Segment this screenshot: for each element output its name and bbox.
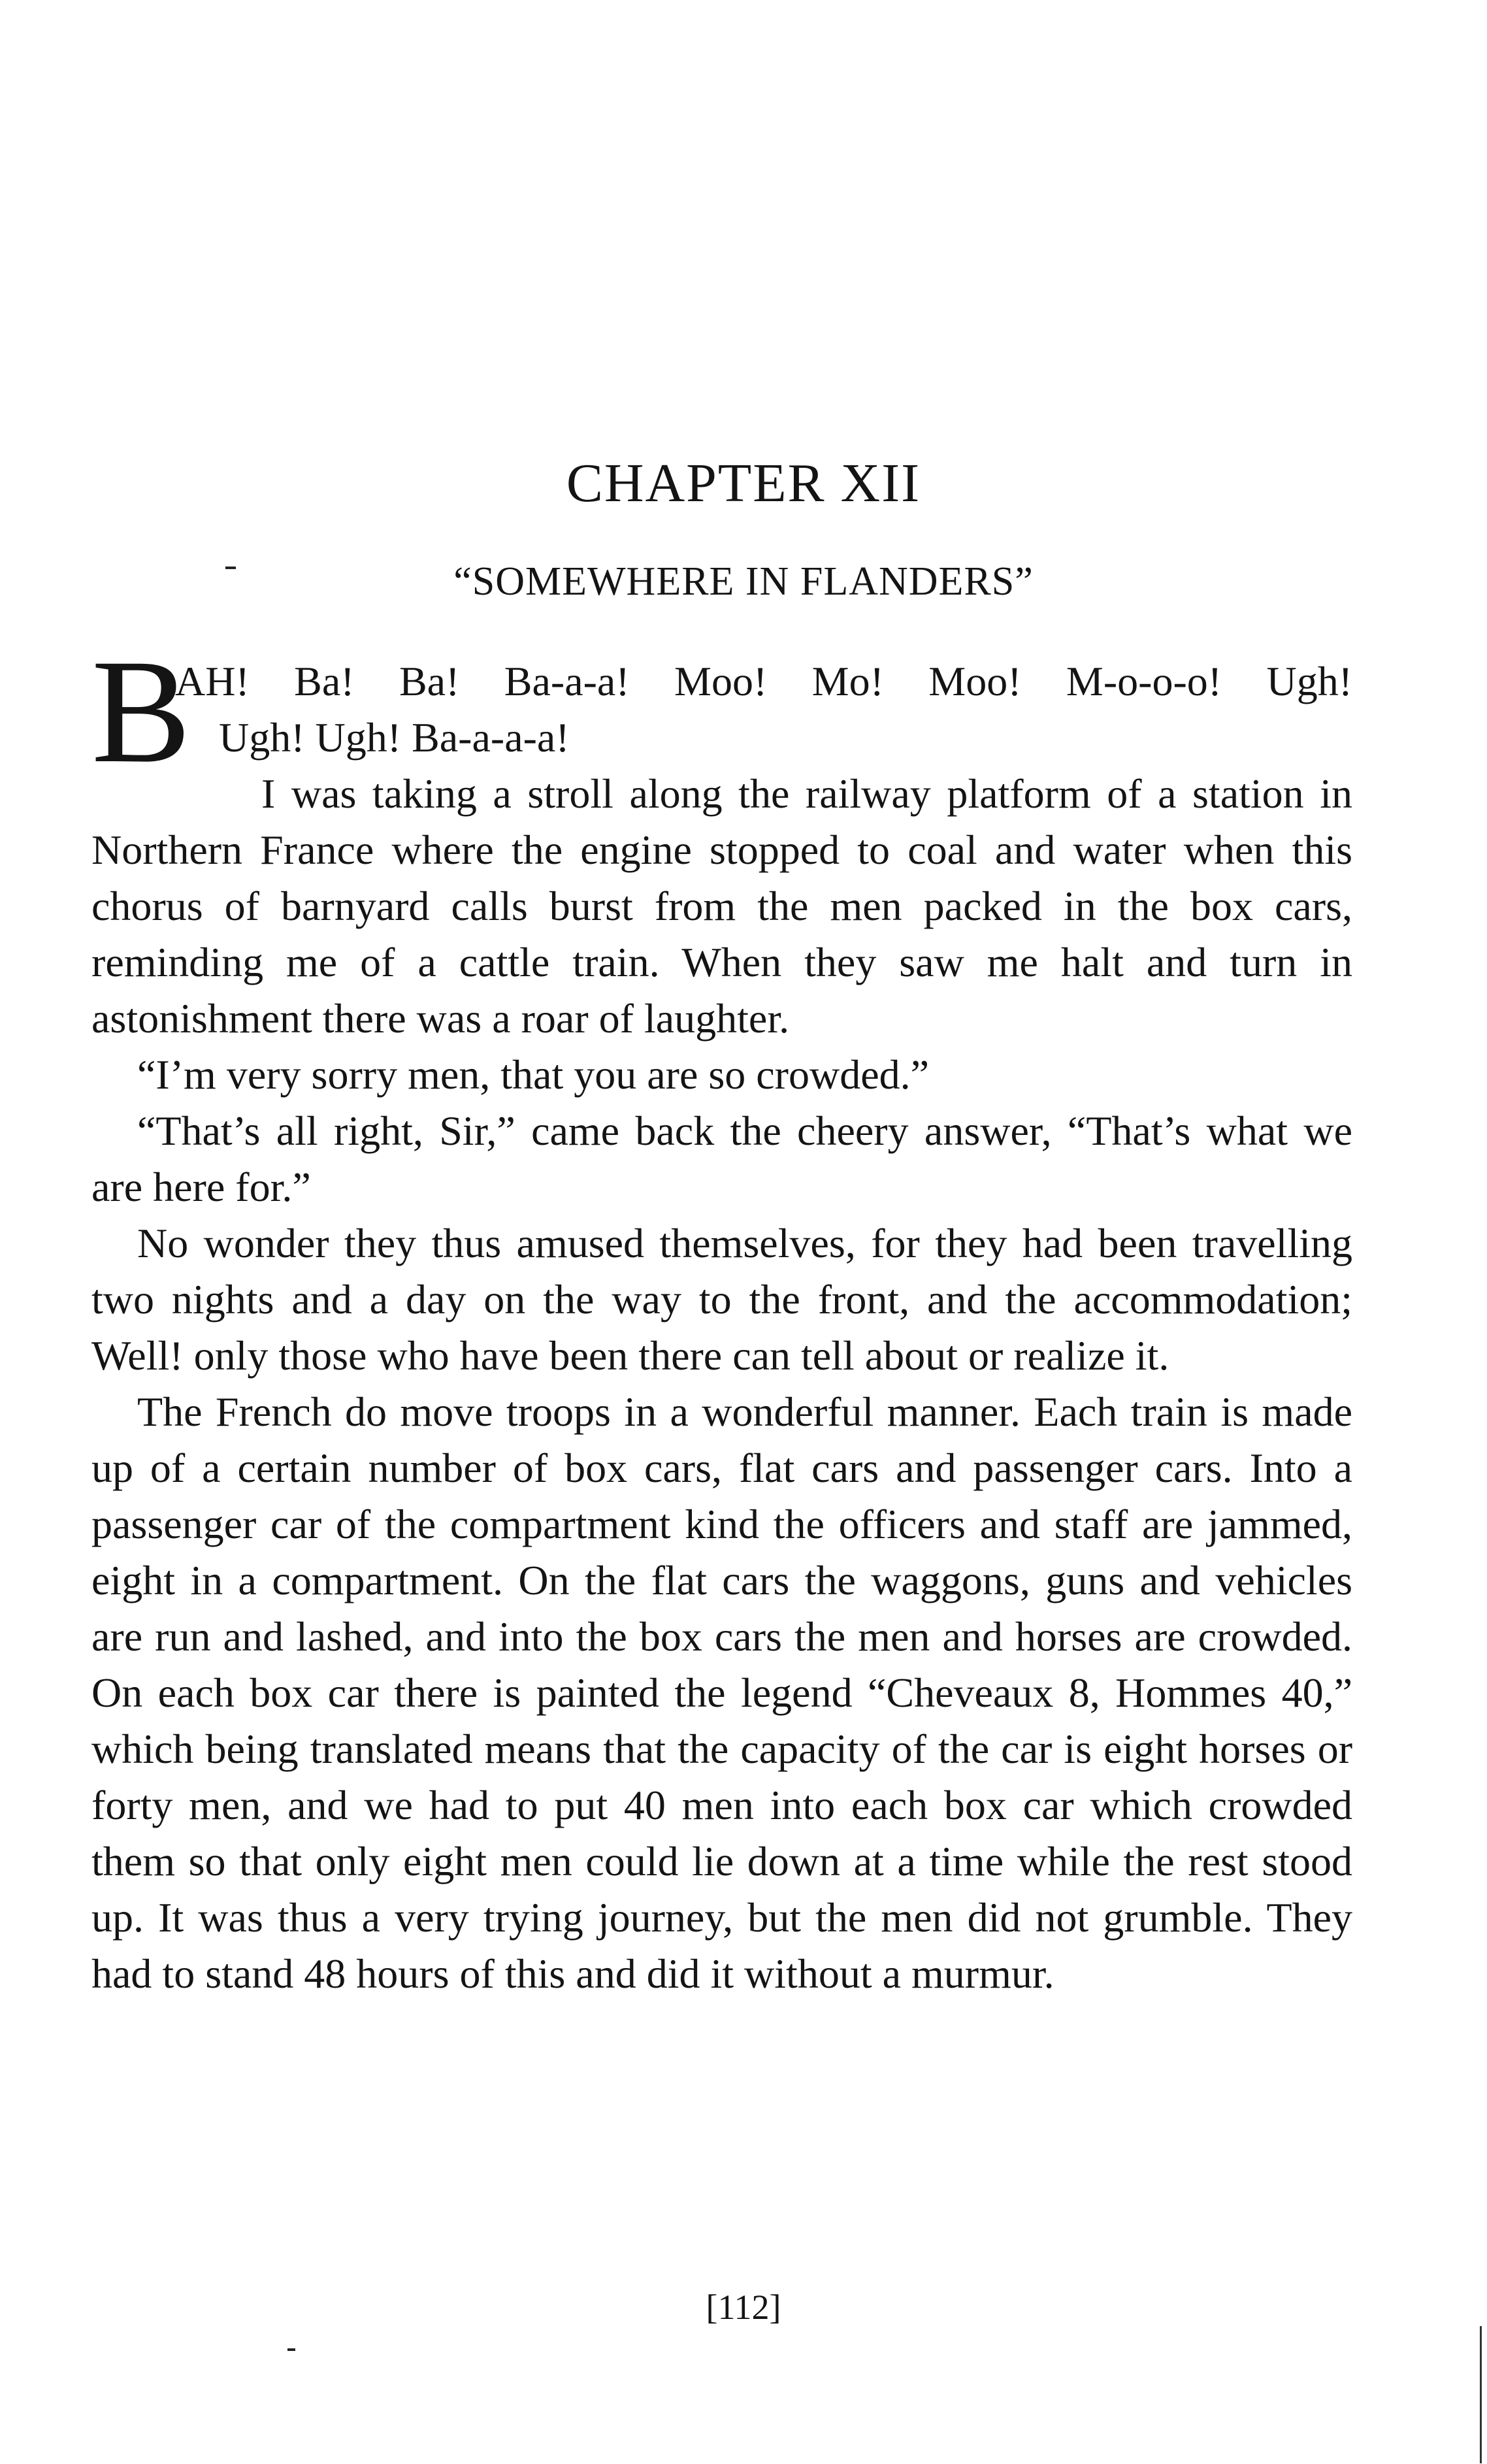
paragraph-5: The French do move troops in a wonderful manner. Each train is made up of a certain number of box cars, flat cars and passenger cars. Into a passenger car of the compartment kind the officers and staff are jammed, eight in a compartment. On the flat cars the waggons, guns and vehicles are run and lashed, and into the box cars the men and horses are crowded. On each box car there is painted the legend “Cheveaux 8, Hommes 40,” which being translated means that the capacity of the car is eight horses or forty men, and we had to put 40 men into each box car which crowded them so that only eight men could lie down at a time while the rest stood up. It was thus a very trying journey, but the men did not grumble. They had to stand 48 hours of this and did it without a murmur. [91, 1388, 1352, 1997]
print-speck [287, 2348, 295, 2351]
drop-cap: B [91, 629, 191, 794]
paragraph-2: “I’m very sorry men, that you are so crowded.” [137, 1051, 929, 1098]
opening-line-2: Ugh! Ugh! Ba-a-a-a! [219, 714, 570, 761]
chapter-title: CHAPTER XII [566, 453, 921, 514]
paragraph-4: No wonder they thus amused themselves, for they had been travelling two nights and a day on the way to the front, and the accommodation; Well! only those who have been there can tell about or realize it. [91, 1220, 1352, 1379]
paragraph-3: “That’s all right, Sir,” came back the cheery answer, “That’s what we are here for.” [91, 1108, 1352, 1210]
scan-edge-mark [1480, 2326, 1482, 2463]
chapter-subtitle: “SOMEWHERE IN FLANDERS” [453, 559, 1034, 604]
paragraph-1: I was taking a stroll along the railway platform of a station in Northern France where the engine stopped to coal and water when this chorus of barnyard calls burst from the men packed in the box cars, reminding me of a cattle train. When they saw me halt and turn in astonishment there was a roar of laughter. [91, 770, 1352, 1042]
opening-lines [91, 629, 1352, 794]
opening-line-1: AH! Ba! Ba! Ba-a-a! Moo! Mo! Moo! M-o-o-o! Ugh! [175, 658, 1352, 704]
chapter-body [91, 629, 1352, 2002]
page-number: [112] [706, 2288, 781, 2327]
